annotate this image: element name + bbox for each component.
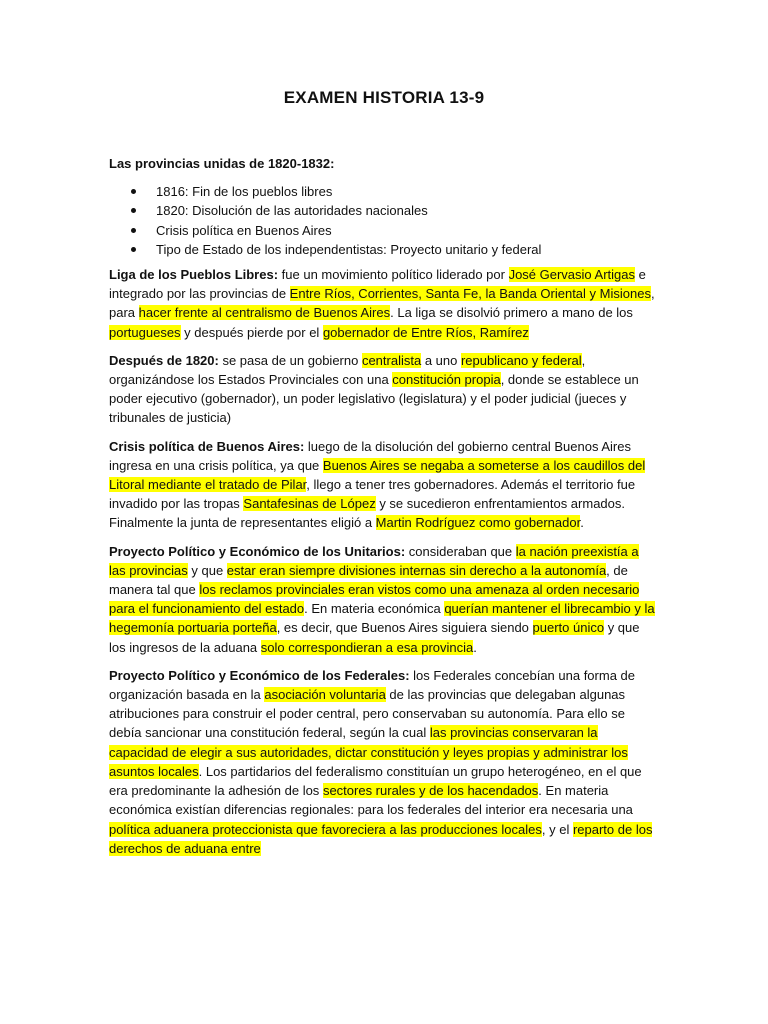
paragraph-text: e integrado por las provincias de — [109, 267, 646, 302]
paragraph-text: . — [473, 639, 477, 655]
paragraph-text: y después pierde por el — [180, 324, 323, 340]
paragraph-text: luego de la disolución del gobierno central Buenos Aires ingresa en una crisis política, ya que — [109, 438, 631, 473]
bullet-item: 1816: Fin de los pueblos libres — [109, 182, 658, 201]
highlighted-text: José Gervasio Artigas — [508, 267, 636, 283]
paragraph-text: . — [580, 515, 584, 531]
paragraph — [109, 666, 658, 858]
highlighted-text: reparto de los derechos de aduana entre — [109, 821, 653, 856]
highlighted-text: las provincias conservaran la capacidad de elegir a sus autoridades, dictar constitución y leyes propias y administrar los asuntos locales — [109, 725, 628, 779]
highlighted-text: portugueses — [109, 324, 181, 340]
paragraph-text: consideraban que — [405, 543, 516, 559]
highlighted-text: sectores rurales y de los hacendados — [322, 783, 539, 799]
paragraph-text: a uno — [421, 352, 461, 368]
highlighted-text: centralista — [361, 352, 422, 368]
paragraph — [109, 542, 658, 657]
bullet-list — [109, 182, 658, 259]
highlighted-text: la nación preexistía a las provincias — [109, 543, 639, 578]
paragraph-heading: Crisis política de Buenos Aires: — [109, 438, 305, 454]
highlighted-text: asociación voluntaria — [264, 687, 386, 703]
paragraph — [109, 351, 658, 428]
highlighted-text: solo correspondieran a esa provincia — [260, 639, 474, 655]
paragraph-heading: Después de 1820: — [109, 352, 219, 368]
highlighted-text: puerto único — [532, 620, 605, 636]
paragraph-text: . La liga se disolvió primero a mano de los — [390, 305, 633, 321]
paragraph-text: , llego a tener tres gobernadores. Además el territorio fue invadido por las tropas — [109, 477, 636, 512]
paragraph — [109, 265, 658, 342]
paragraph-text: , para — [109, 286, 655, 321]
highlighted-text: Santafesinas de López — [243, 496, 376, 512]
paragraph-text: , organizándose los Estados Provinciales con una — [109, 352, 586, 388]
highlighted-text: estar eran siempre divisiones internas sin derecho a la autonomía — [226, 562, 607, 578]
paragraph-text: y que — [187, 562, 227, 578]
paragraph-heading: Proyecto Político y Económico de los Federales: — [109, 667, 410, 683]
highlighted-text: querían mantener el librecambio y la hegemonía portuaria porteña — [109, 601, 655, 636]
paragraph-text: se pasa de un gobierno — [218, 352, 362, 368]
paragraph-text: los Federales concebían una forma de organización basada en la — [109, 667, 635, 703]
bullet-item: Tipo de Estado de los independentistas: Proyecto unitario y federal — [109, 240, 658, 259]
highlighted-text: Martin Rodríguez como gobernador — [375, 515, 581, 531]
paragraph-text: fue un movimiento político liderado por — [278, 267, 509, 283]
paragraph-text: y que los ingresos de la aduana — [109, 620, 640, 655]
paragraph-text: . Los partidarios del federalismo constituían un grupo heterogéneo, en el que era predominante la adhesión de los — [109, 763, 642, 799]
section-heading: Las provincias unidas de 1820-1832: — [109, 156, 335, 171]
highlighted-text: hacer frente al centralismo de Buenos Aires — [138, 305, 391, 321]
highlighted-text: gobernador de Entre Ríos, Ramírez — [322, 324, 529, 340]
paragraph-text: , de manera tal que — [109, 562, 628, 598]
highlighted-text: política aduanera proteccionista que favoreciera a las producciones locales — [109, 821, 542, 837]
paragraph-text: . En materia económica existían diferencias regionales: para los federales del interior era necesaria una — [109, 783, 633, 818]
bullet-item: 1820: Disolución de las autoridades nacionales — [109, 201, 658, 220]
highlighted-text: Entre Ríos, Corrientes, Santa Fe, la Banda Oriental y Misiones — [289, 286, 651, 302]
highlighted-text: constitución propia — [392, 372, 501, 388]
bullet-item: Crisis política en Buenos Aires — [109, 221, 658, 240]
paragraphs-container — [109, 265, 658, 858]
paragraph-text: y se sucedieron enfrentamientos armados. Finalmente la junta de representantes eligió a — [109, 496, 626, 531]
paragraph-heading: Proyecto Político y Económico de los Unitarios: — [109, 543, 406, 559]
highlighted-text: Buenos Aires se negaba a someterse a los caudillos del Litoral mediante el tratado de Pilar — [109, 457, 646, 493]
paragraph-text: , es decir, que Buenos Aires siguiera siendo — [276, 620, 533, 636]
paragraph-text: , y el — [541, 821, 573, 837]
document-body — [109, 154, 658, 867]
highlighted-text: republicano y federal — [460, 352, 582, 368]
document-title: EXAMEN HISTORIA 13-9 — [283, 88, 485, 107]
paragraph — [109, 437, 658, 533]
paragraph-text: , donde se establece un poder ejecutivo (gobernador), un poder legislativo (legislatura) y el poder judicial (jueces y tribunales de justicia) — [109, 372, 639, 426]
highlighted-text: los reclamos provinciales eran vistos como una amenaza al orden necesario para el funcionamiento del estado — [109, 582, 640, 617]
paragraph-text: de las provincias que delegaban algunas atribuciones para construir el poder central, pero conservaban su autonomía. Para ello se debía sancionar una constitución federal, según la cual — [109, 687, 626, 741]
paragraph-text: . En materia económica — [304, 601, 445, 617]
paragraph-heading: Liga de los Pueblos Libres: — [109, 267, 279, 283]
